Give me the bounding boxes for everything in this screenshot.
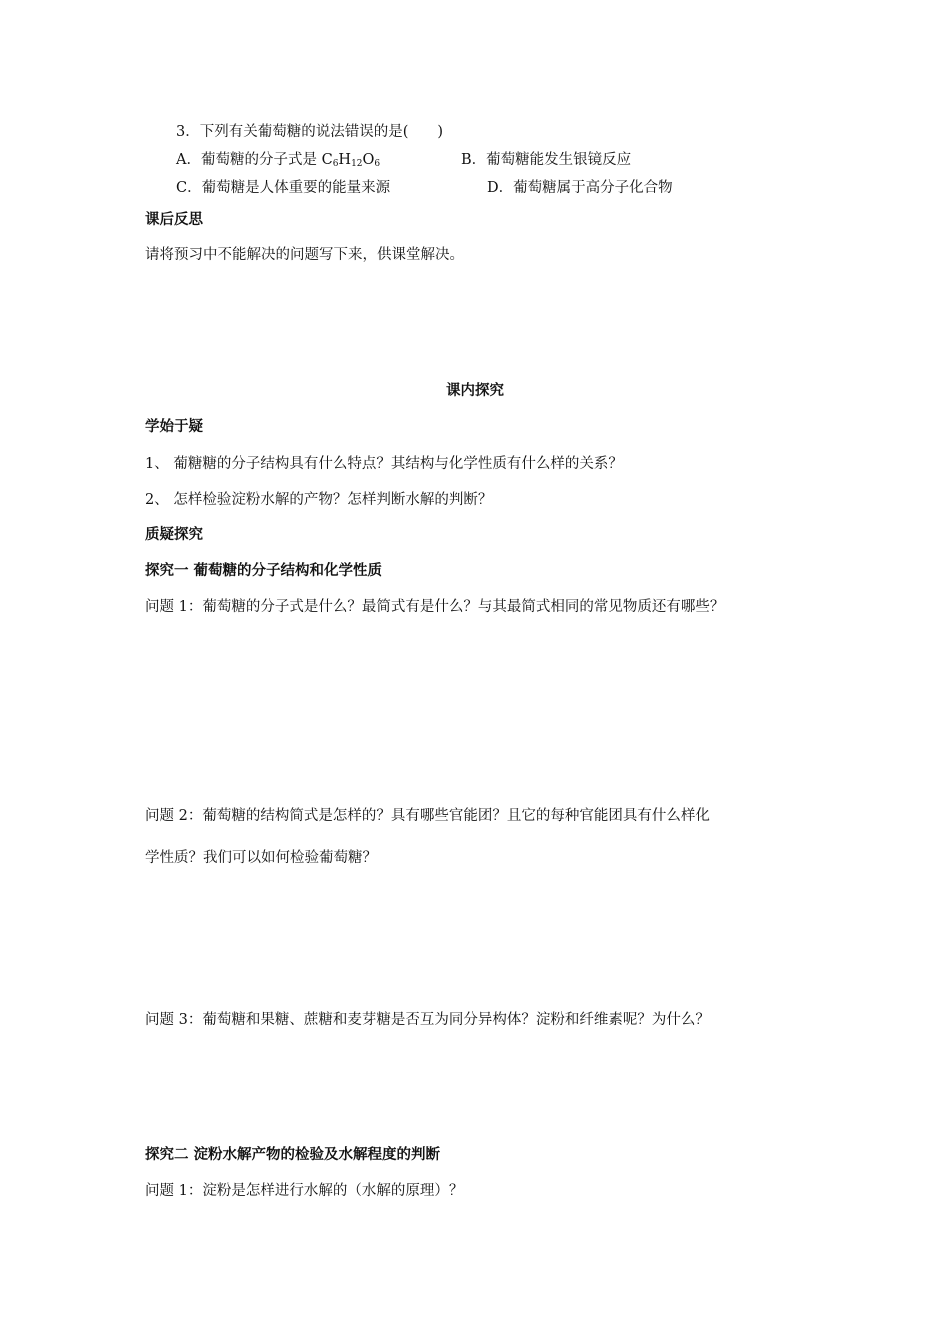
inquiry-heading: 质疑探究 [145, 527, 203, 543]
section-title: 课内探究 [446, 383, 504, 399]
doubt-heading: 学始于疑 [145, 419, 203, 435]
option-a: A．葡萄糖的分子式是 $C_6H_{12}O_6$ [176, 152, 381, 169]
option-d: D．葡萄糖属于高分子化合物 [487, 180, 673, 196]
inquiry1-question-3: 问题 3：葡萄糖和果糖、蔗糖和麦芽糖是否互为同分异构体？淀粉和纤维素呢？为什么？ [145, 1012, 710, 1028]
inquiry1-question-1: 问题 1：葡萄糖的分子式是什么？最简式有是什么？与其最简式相同的常见物质还有哪些？ [145, 599, 725, 615]
reflection-text: 请将预习中不能解决的问题写下来，供课堂解决。 [145, 247, 464, 263]
inquiry1-question-2-line-2: 学性质？我们可以如何检验葡萄糖？ [145, 850, 377, 866]
inquiry1-heading: 探究一 葡萄糖的分子结构和化学性质 [145, 563, 383, 579]
doubt-item-1: 1、 葡糖糖的分子结构具有什么特点？其结构与化学性质有什么样的关系？ [145, 456, 623, 472]
option-c: C．葡萄糖是人体重要的能量来源 [176, 180, 391, 196]
inquiry2-heading: 探究二 淀粉水解产物的检验及水解程度的判断 [145, 1147, 441, 1163]
doubt-item-2: 2、 怎样检验淀粉水解的产物？怎样判断水解的判断？ [145, 492, 493, 508]
reflection-heading: 课后反思 [145, 212, 203, 228]
option-b: B．葡萄糖能发生银镜反应 [461, 152, 632, 168]
inquiry1-question-2-line-1: 问题 2：葡萄糖的结构简式是怎样的？具有哪些官能团？且它的每种官能团具有什么样化 [145, 808, 710, 824]
question-3-stem: 3．下列有关葡萄糖的说法错误的是( ) [176, 124, 444, 140]
inquiry2-question-1: 问题 1：淀粉是怎样进行水解的（水解的原理）？ [145, 1183, 464, 1199]
